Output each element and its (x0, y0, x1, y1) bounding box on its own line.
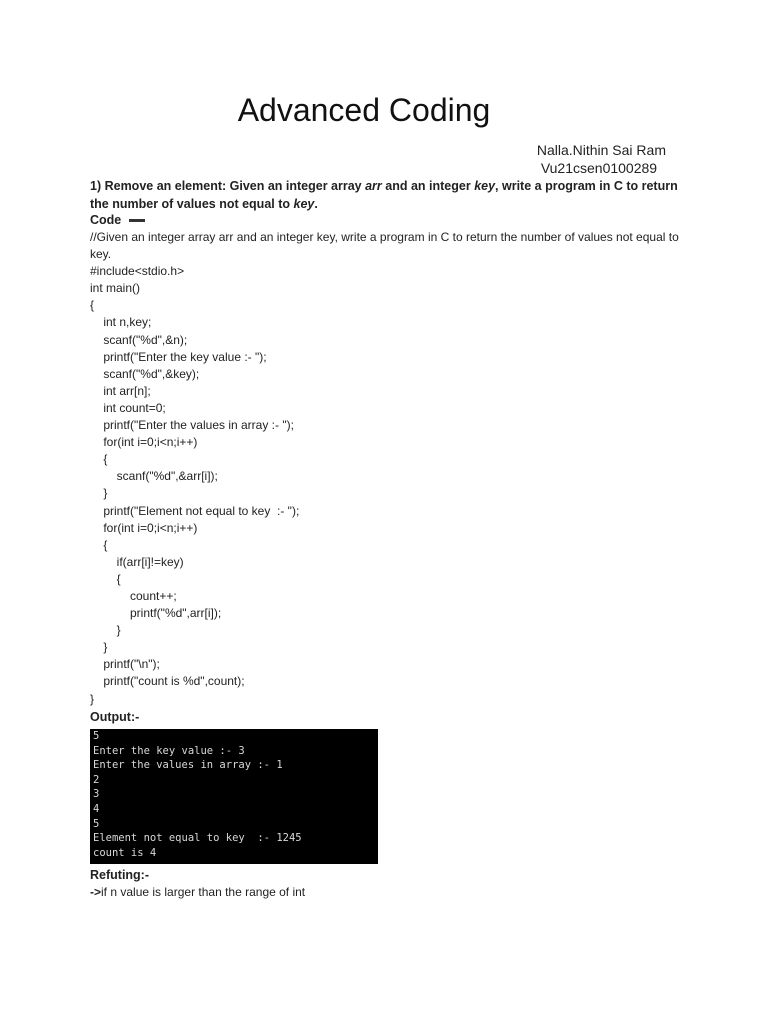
terminal-line: Enter the values in array :- 1 (93, 759, 283, 772)
code-line: if(arr[i]!=key) (90, 554, 184, 569)
author-block (537, 141, 666, 177)
code-line: int arr[n]; (90, 383, 151, 398)
question-prefix: 1) Remove an element: Given an integer array (90, 179, 366, 193)
code-line: scanf("%d",&key); (90, 366, 200, 381)
code-line: printf("Enter the key value :- "); (90, 349, 267, 364)
code-line: //Given an integer array arr and an integer key, write a program in C to return the number of values not equal to key. (90, 230, 679, 262)
question-middle: and an integer (381, 179, 475, 193)
code-line: #include<stdio.h> (90, 264, 185, 279)
code-line: { (90, 298, 95, 313)
question-text (90, 178, 680, 213)
code-block (90, 229, 680, 708)
code-line: } (90, 640, 108, 655)
question-arr: arr (365, 179, 382, 193)
terminal-line: 3 (93, 788, 100, 801)
author-id: Vu21csen0100289 (540, 160, 658, 176)
page-title: Advanced Coding (237, 92, 491, 128)
code-line: printf("\n"); (90, 657, 160, 672)
refuting-text (90, 884, 305, 901)
code-line: printf("Element not equal to key :- "); (90, 503, 300, 518)
refuting-body: if n value is larger than the range of int (101, 885, 306, 899)
code-line: printf("Enter the values in array :- "); (90, 418, 294, 433)
code-line: } (90, 486, 108, 501)
code-line: } (90, 623, 121, 638)
output-heading: Output:- (90, 710, 140, 724)
terminal-line: Element not equal to key :- 1245 (93, 832, 302, 845)
question-suffix: , write a program in C to return the number of values not equal to (90, 179, 678, 211)
code-heading (90, 212, 145, 229)
terminal-line: Enter the key value :- 3 (93, 744, 245, 757)
terminal-line: 2 (93, 773, 100, 786)
code-heading-label: Code (90, 213, 125, 227)
code-line: { (90, 452, 108, 467)
code-line: { (90, 571, 121, 586)
terminal-output (90, 729, 378, 864)
code-line: count++; (90, 588, 177, 603)
terminal-line: count is 4 (93, 846, 157, 859)
arrow-marker: -> (90, 885, 102, 899)
code-line: for(int i=0;i<n;i++) (90, 435, 198, 450)
question-key2: key (293, 196, 315, 211)
code-line: { (90, 537, 108, 552)
terminal-line: 5 (93, 817, 100, 830)
code-line: int main() (90, 281, 141, 296)
author-name: Nalla.Nithin Sai Ram (536, 142, 666, 158)
code-line: printf("%d",arr[i]); (90, 606, 222, 621)
code-line: printf("count is %d",count); (90, 674, 245, 689)
code-line: int n,key; (90, 315, 152, 330)
question-key: key (474, 179, 496, 193)
code-line: for(int i=0;i<n;i++) (90, 520, 198, 535)
refuting-heading: Refuting:- (90, 868, 150, 882)
code-line: scanf("%d",&n); (90, 332, 188, 347)
question-end: . (314, 196, 318, 211)
code-line: int count=0; (90, 400, 166, 415)
terminal-line: 5 (93, 730, 100, 742)
terminal-line: 4 (93, 802, 100, 815)
code-line: } (90, 691, 95, 706)
dash-mark (129, 219, 145, 222)
code-line: scanf("%d",&arr[i]); (90, 469, 218, 484)
